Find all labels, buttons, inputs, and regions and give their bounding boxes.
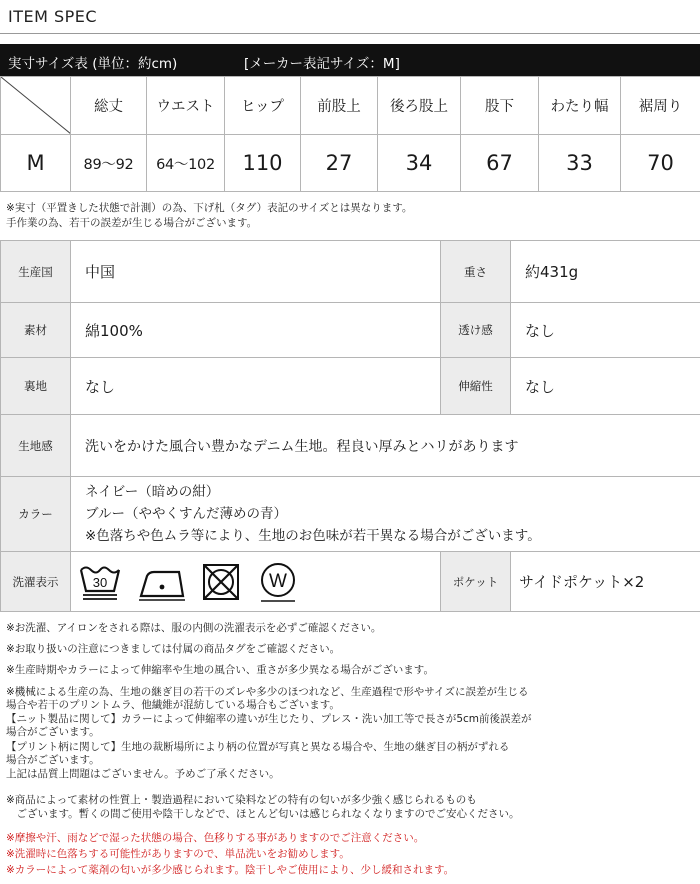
value-hem-width: 70 <box>621 135 700 192</box>
material-value: 綿100% <box>71 303 441 358</box>
maker-size-label: [メーカー表記サイズ：M] <box>244 56 400 72</box>
size-table-row <box>1 135 700 192</box>
spec-header <box>0 0 700 34</box>
color-line-blue: ブルー（ややくすんだ薄めの青） <box>85 506 287 522</box>
color-line-navy: ネイビー（暗めの紺） <box>85 484 220 500</box>
row-color <box>1 477 700 552</box>
wash-temperature: 30 <box>92 574 108 590</box>
care-icons <box>71 552 441 612</box>
size-table <box>0 76 700 192</box>
row-origin <box>1 241 700 303</box>
wet-clean-letter: W <box>269 570 287 592</box>
note-care-label: ※お洗濯、アイロンをされる際は、服の内側の洗濯表示を必ずご確認ください。 <box>6 622 382 634</box>
origin-value: 中国 <box>71 241 441 303</box>
note-knit-2: 場合がございます。 <box>6 726 100 738</box>
weight-value: 約431g <box>511 241 700 303</box>
row-texture <box>1 415 700 477</box>
row-lining <box>1 358 700 415</box>
note-odor-2: ございます。暫くの間ご使用や陰干しなどで、ほとんど匂いは感じられなくなりますのでご安心ください。 <box>6 808 520 820</box>
diagonal-line <box>1 77 71 134</box>
pocket-value: サイドポケット×2 <box>511 552 700 612</box>
value-thigh-width: 33 <box>539 135 621 192</box>
lining-label: 裏地 <box>1 358 71 415</box>
value-back-rise: 34 <box>378 135 461 192</box>
warning-chemical-odor: ※カラーによって薬剤の匂いが多少感じられます。陰干しやご使用により、少し緩和されます。 <box>6 864 455 876</box>
col-thigh-width: わたり幅 <box>539 77 621 135</box>
note-odor-1: ※商品によって素材の性質上・製造過程において染料などの特有の匂いが多少強く感じられるものも <box>6 794 477 806</box>
spec-info-table <box>0 240 700 612</box>
row-care <box>1 552 700 612</box>
care-label: 洗濯表示 <box>1 552 71 612</box>
texture-label: 生地感 <box>1 415 71 477</box>
wet-clean-icon <box>257 561 299 603</box>
sheer-label: 透け感 <box>441 303 511 358</box>
note-machine-2: 場合や若干のプリントムラ、他繊維が混紡している場合もございます。 <box>6 699 340 711</box>
size-cell: M <box>1 135 71 192</box>
size-table-header-row <box>1 77 700 135</box>
value-waist: 64〜102 <box>147 135 225 192</box>
col-hem-width: 裾周り <box>621 77 700 135</box>
value-inseam: 67 <box>461 135 539 192</box>
wash-30-gentle-icon <box>77 562 123 602</box>
size-note-2: 手作業の為、若干の誤差が生じる場合がございます。 <box>6 217 258 229</box>
note-quality: 上記は品質上問題はございません。予めご了承ください。 <box>6 768 280 780</box>
size-table-title: 実寸サイズ表 (単位：約cm) <box>8 56 178 72</box>
pocket-label: ポケット <box>441 552 511 612</box>
row-material <box>1 303 700 358</box>
no-tumble-dry-icon <box>201 562 243 602</box>
value-front-rise: 27 <box>301 135 378 192</box>
header-divider <box>0 33 700 34</box>
col-hip: ヒップ <box>225 77 301 135</box>
origin-label: 生産国 <box>1 241 71 303</box>
lining-value: なし <box>71 358 441 415</box>
material-label: 素材 <box>1 303 71 358</box>
weight-label: 重さ <box>441 241 511 303</box>
col-inseam: 股下 <box>461 77 539 135</box>
note-knit-1: 【ニット製品に関して】カラーによって伸縮率の違いが生じたり、プレス・洗い加工等で長さが5cm前後誤差が <box>6 713 532 725</box>
stretch-label: 伸縮性 <box>441 358 511 415</box>
spec-title: ITEM SPEC <box>8 7 98 26</box>
size-table-corner <box>1 77 71 135</box>
sheer-value: なし <box>511 303 700 358</box>
col-waist: ウエスト <box>147 77 225 135</box>
texture-value: 洗いをかけた風合い豊かなデニム生地。程良い厚みとハリがあります <box>71 415 700 477</box>
iron-low-icon <box>137 562 187 602</box>
color-line-note: ※色落ちや色ムラ等により、生地のお色味が若干異なる場合がございます。 <box>85 528 541 544</box>
col-back-rise: 後ろ股上 <box>378 77 461 135</box>
note-handling: ※お取り扱いの注意につきましては付属の商品タグをご確認ください。 <box>6 643 341 655</box>
stretch-value: なし <box>511 358 700 415</box>
value-hip: 110 <box>225 135 301 192</box>
warning-separate-wash: ※洗濯時に色落ちする可能性がありますので、単品洗いをお勧めします。 <box>6 848 350 860</box>
warning-color-transfer: ※摩擦や汗、雨などで湿った状態の場合、色移りする事がありますのでご注意ください。 <box>6 832 425 844</box>
color-label: カラー <box>1 477 71 552</box>
size-note-1: ※実寸（平置きした状態で計測）の為、下げ札（タグ）表記のサイズとは異なります。 <box>6 202 413 214</box>
note-variation: ※生産時期やカラーによって伸縮率や生地の風合い、重さが多少異なる場合がございます。 <box>6 664 434 676</box>
size-table-title-bar <box>0 44 700 76</box>
value-total-length: 89〜92 <box>71 135 147 192</box>
note-print-2: 場合がございます。 <box>6 754 100 766</box>
color-values <box>71 477 700 552</box>
col-front-rise: 前股上 <box>301 77 378 135</box>
col-total-length: 総丈 <box>71 77 147 135</box>
note-print-1: 【プリント柄に関して】生地の裁断場所により柄の位置が写真と異なる場合や、生地の継ぎ目の柄がずれる <box>6 741 510 753</box>
note-machine-1: ※機械による生産の為、生地の継ぎ目の若干のズレや多少のほつれなど、生産過程で形やサイズに誤差が生じる <box>6 686 529 698</box>
